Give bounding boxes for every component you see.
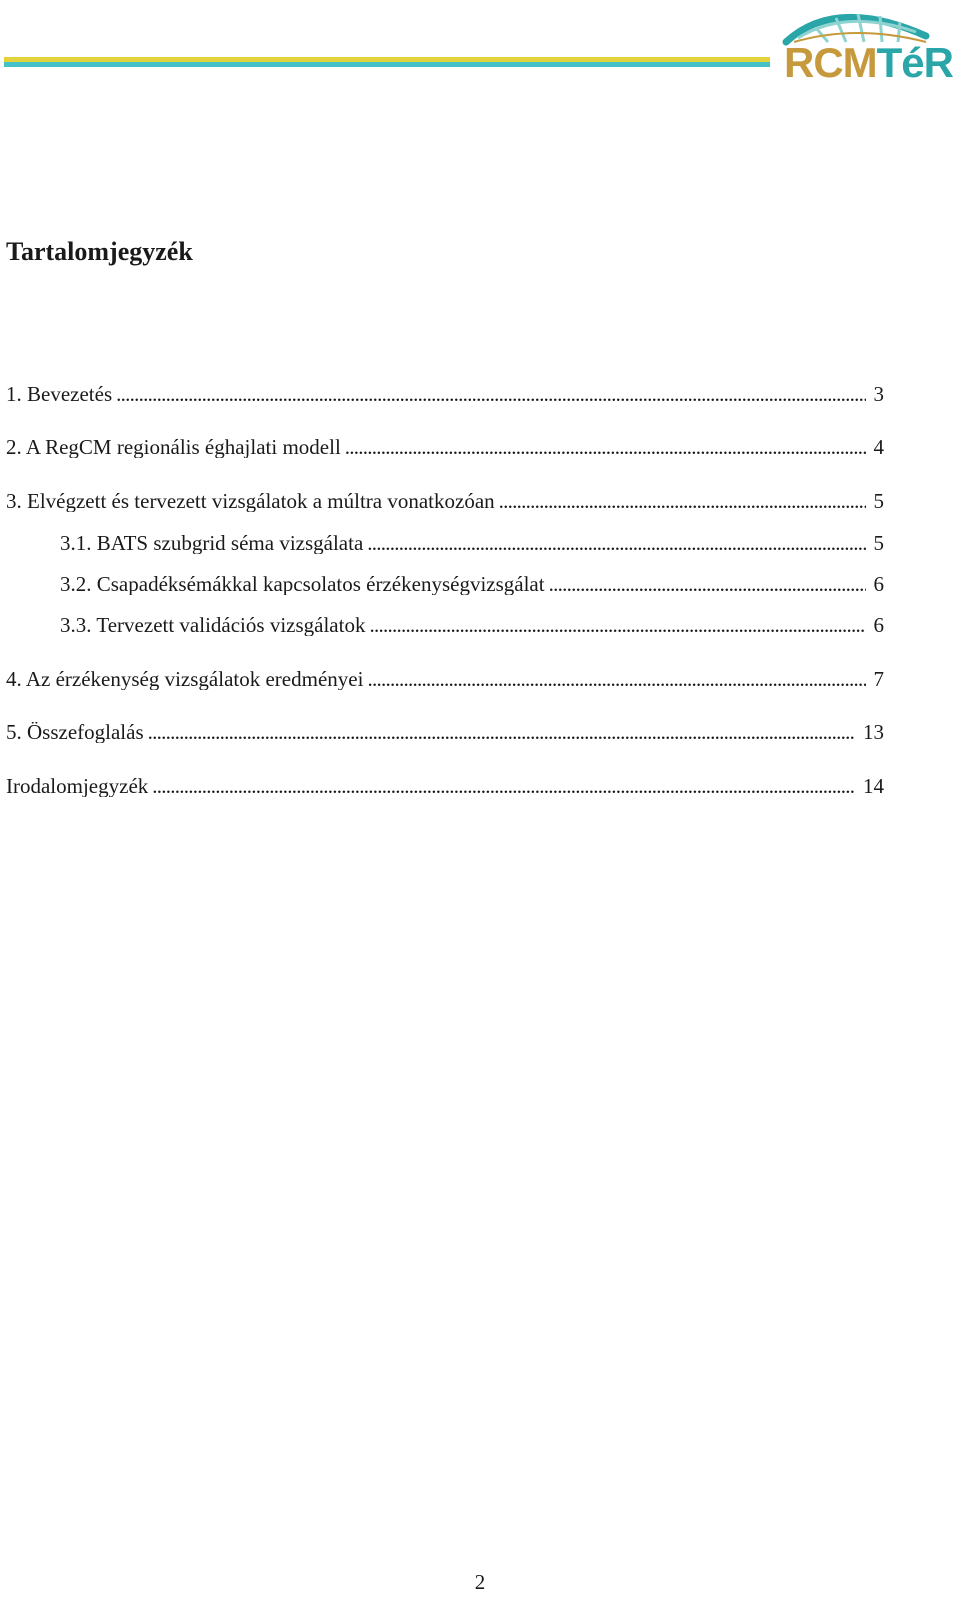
header-bar-teal-stripe — [4, 62, 770, 67]
toc-entry-page: 13 — [863, 722, 884, 743]
toc-entry[interactable] — [6, 669, 884, 690]
toc-leader-dots — [116, 384, 865, 405]
toc-entry[interactable] — [60, 533, 884, 554]
toc-entry-page: 6 — [873, 574, 884, 595]
toc-entry-page: 14 — [863, 776, 884, 797]
logo-text-rcm: RCM — [784, 39, 877, 86]
toc-entry-page: 5 — [873, 491, 884, 512]
toc-entry[interactable] — [6, 384, 884, 405]
toc-entry-label: 3.1. BATS szubgrid séma vizsgálata — [60, 533, 364, 554]
toc-entry-page: 3 — [873, 384, 884, 405]
header-accent-bar — [4, 57, 770, 67]
toc-leader-dots — [152, 776, 855, 797]
toc-entry-label: 1. Bevezetés — [6, 384, 113, 405]
toc-leader-dots — [549, 574, 866, 595]
toc-entry-label: 5. Összefoglalás — [6, 722, 144, 743]
toc-entry[interactable] — [6, 437, 884, 458]
toc-entry[interactable] — [60, 615, 884, 636]
toc-leader-dots — [148, 722, 855, 743]
toc-entry-label: 3.3. Tervezett validációs vizsgálatok — [60, 615, 366, 636]
toc-entry-label: Irodalomjegyzék — [6, 776, 149, 797]
toc-entry-page: 6 — [873, 615, 884, 636]
toc-entry-page: 7 — [873, 669, 884, 690]
toc-entry[interactable] — [6, 722, 884, 743]
toc-leader-dots — [499, 491, 866, 512]
toc-entry-page: 4 — [873, 437, 884, 458]
page-number: 2 — [474, 1570, 486, 1594]
toc-entry-label: 2. A RegCM regionális éghajlati modell — [6, 437, 341, 458]
toc-entry-label: 3. Elvégzett és tervezett vizsgálatok a múltra vonatkozóan — [6, 491, 495, 512]
logo-wordmark — [784, 39, 954, 86]
toc-entry-label: 4. Az érzékenység vizsgálatok eredményei — [6, 669, 364, 690]
toc-leader-dots — [367, 533, 865, 554]
toc-entry[interactable] — [6, 776, 884, 797]
toc-entry-label: 3.2. Csapadéksémákkal kapcsolatos érzékenységvizsgálat — [60, 574, 545, 595]
toc-entry-page: 5 — [873, 533, 884, 554]
page-title: Tartalomjegyzék — [6, 237, 193, 266]
toc-leader-dots — [367, 669, 865, 690]
toc-leader-dots — [345, 437, 866, 458]
toc-leader-dots — [369, 615, 865, 636]
toc-entry[interactable] — [6, 491, 884, 512]
rcmter-logo — [776, 2, 956, 90]
logo-text-ter: TéR — [876, 39, 954, 86]
toc-entry[interactable] — [60, 574, 884, 595]
